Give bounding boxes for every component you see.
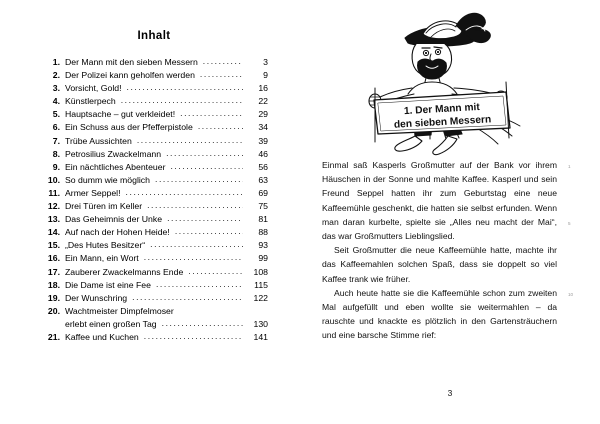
toc-entry-number: 6 . <box>40 121 60 134</box>
toc-leader-dots <box>150 238 243 251</box>
toc-entry-page: 108 <box>253 266 268 277</box>
toc-entry-number: 11 . <box>40 187 60 200</box>
toc-entry-title: Der Mann mit den sieben Messern <box>65 57 198 67</box>
toc-entry-number: 18 . <box>40 279 60 292</box>
toc-entry[interactable] <box>40 292 268 305</box>
toc-entry-title: Auf nach der Hohen Heide! <box>65 227 170 238</box>
line-number: 5 <box>568 220 571 226</box>
body-paragraph: Auch heute hatte sie die Kaffeemühle schon zum zweiten Mal aufgefüllt und eben wollte sie weitermahlen – da rauschte und knackte es plötzlich in den Gartensträuchern und eine barsche Stimme rief: <box>322 287 557 341</box>
body-paragraph: Seit Großmutter die neue Kaffeemühle hatte, machte ihr das Kaffeemahlen solchen Spaß, dass sie doppelt so viel Kaffee trank wie früher. <box>322 245 557 284</box>
toc-entry-number: 8 . <box>40 148 60 161</box>
toc-entry-number: 1 . <box>40 56 60 69</box>
toc-entry-number: 13 . <box>40 213 60 226</box>
toc-leader-dots <box>156 278 243 291</box>
toc-entry-number: 17 . <box>40 266 60 279</box>
toc-entry-number: 14 . <box>40 226 60 239</box>
toc-leader-dots <box>200 68 243 81</box>
line-number: 1 <box>568 164 571 169</box>
toc-entry-page: 22 <box>258 96 268 107</box>
toc-entry-title: Petrosilius Zwackelmann <box>65 148 162 159</box>
toc-entry-page: 69 <box>258 187 268 198</box>
toc-leader-dots <box>166 147 243 160</box>
toc-entry-number: 2 . <box>40 69 60 82</box>
toc-entry-title: Der Wunschring <box>65 292 128 303</box>
toc-leader-dots <box>180 107 243 120</box>
toc-leader-dots <box>155 173 243 186</box>
toc-entry-page: 63 <box>258 174 268 185</box>
toc-leader-dots <box>137 134 243 147</box>
toc-entry-page: 141 <box>253 331 268 342</box>
toc-entry-page: 9 <box>263 70 268 81</box>
chapter-sign-line2: den sieben Messern <box>393 114 492 131</box>
toc-entry-title: Der Polizei kann geholfen werden <box>65 70 195 81</box>
toc-entry-page: 122 <box>253 292 268 303</box>
toc-entry-page: 88 <box>258 227 268 238</box>
toc-leader-dots <box>188 265 243 278</box>
toc-entry-title: Kaffee und Kuchen <box>65 331 139 342</box>
toc-entry-page: 56 <box>258 161 268 172</box>
toc-entry-title: Ein Mann, ein Wort <box>65 253 139 264</box>
toc-entry-title: „Des Hutes Besitzer“ <box>65 240 146 251</box>
toc-entry-title: Hauptsache – gut verkleidet! <box>65 109 176 120</box>
toc-entry-number: 3 . <box>40 82 60 95</box>
toc-heading: Inhalt <box>137 30 171 42</box>
toc-entry-number: 7 . <box>40 135 60 148</box>
toc-entry-title: Das Geheimnis der Unke <box>65 214 163 225</box>
toc-entry-number: 10 . <box>40 174 60 187</box>
toc-leader-dots <box>144 251 243 264</box>
toc-entry-title: Vorsicht, Gold! <box>65 83 122 94</box>
toc-entry-title: So dumm wie möglich <box>65 174 150 185</box>
toc-entry-number: 16 . <box>40 252 60 265</box>
toc-entry-page: 39 <box>258 135 268 146</box>
toc-leader-dots <box>121 94 243 107</box>
toc-entry-number: 15 . <box>40 239 60 252</box>
toc-entry-title: Künstlerpech <box>65 96 116 107</box>
toc-entry-title: Drei Türen im Keller <box>65 201 143 212</box>
toc-leader-dots <box>126 186 243 199</box>
toc-leader-dots <box>170 160 243 173</box>
toc-entry-page: 46 <box>258 148 268 159</box>
toc-entry-page: 16 <box>258 83 268 94</box>
toc-entry-page: 115 <box>254 279 268 290</box>
toc-entry-page: 34 <box>258 122 268 133</box>
toc-entry-title-continued: erlebt einen großen Tag <box>65 318 157 329</box>
body-paragraph: Einmal saß Kasperls Großmutter auf der Bank vor ihrem Häuschen in der Sonne und mahlte Kaffee. Kasperl und sein Freund Seppel hatten ihr zum Geburtstag eine neue Kaffeemühle geschenkt, die hatten sie selbst erfunden. Wenn man daran kurbelte, spielte sie „Alles neu macht der Mai“, das war Großmutters Lieblingslied. <box>322 160 557 242</box>
toc-entry[interactable] <box>40 331 268 344</box>
chapter-body-text <box>322 158 557 343</box>
toc-leader-dots <box>127 81 244 94</box>
toc-entry-title: Armer Seppel! <box>65 187 121 198</box>
toc-entry-title: Wachtmeister Dimpfelmoser <box>65 305 174 316</box>
toc-entry-page: 3 <box>263 57 268 67</box>
toc-entry-number: 5 . <box>40 108 60 121</box>
toc-entry-page: 29 <box>258 109 268 120</box>
beard-icon <box>418 59 447 79</box>
toc-entry-title: Die Dame ist eine Fee <box>65 279 151 290</box>
toc-leader-dots <box>175 225 243 238</box>
toc-leader-dots <box>144 330 243 343</box>
page-number: 3 <box>447 388 453 398</box>
toc-entry-title: Zauberer Zwackelmanns Ende <box>65 266 184 277</box>
right-page <box>300 0 600 424</box>
toc-entry-page: 81 <box>258 214 268 225</box>
toc-entry-title: Ein nächtliches Abenteuer <box>65 161 166 172</box>
toc-leader-dots <box>162 317 243 330</box>
toc-leader-dots <box>203 55 243 68</box>
right-boot-icon <box>433 136 457 155</box>
toc-entry-number: 12 . <box>40 200 60 213</box>
chapter-sign-line1: 1. Der Mann mit <box>403 101 481 118</box>
toc-entry-number: 4 . <box>40 95 60 108</box>
toc-entry-page: 93 <box>258 240 268 251</box>
toc-entry-number: 21 . <box>40 331 60 344</box>
toc-leader-dots <box>198 120 243 133</box>
toc-entry-page: 99 <box>258 253 268 264</box>
toc-list <box>40 56 268 344</box>
robber-holding-sign-illustration <box>338 8 553 156</box>
table-of-contents <box>40 30 268 344</box>
toc-entry-number: 19 . <box>40 292 60 305</box>
left-boot-icon <box>395 136 422 151</box>
toc-leader-dots <box>132 291 243 304</box>
toc-leader-dots <box>147 199 243 212</box>
toc-entry-page: 75 <box>258 201 268 212</box>
toc-entry-number: 20 . <box>40 305 60 318</box>
toc-leader-dots <box>167 212 243 225</box>
toc-entry-page: 130 <box>253 318 268 329</box>
toc-entry-number: 9 . <box>40 161 60 174</box>
line-number: 10 <box>568 291 574 297</box>
toc-entry-title: Ein Schuss aus der Pfefferpistole <box>65 122 193 133</box>
toc-entry-title: Trübe Aussichten <box>65 135 132 146</box>
